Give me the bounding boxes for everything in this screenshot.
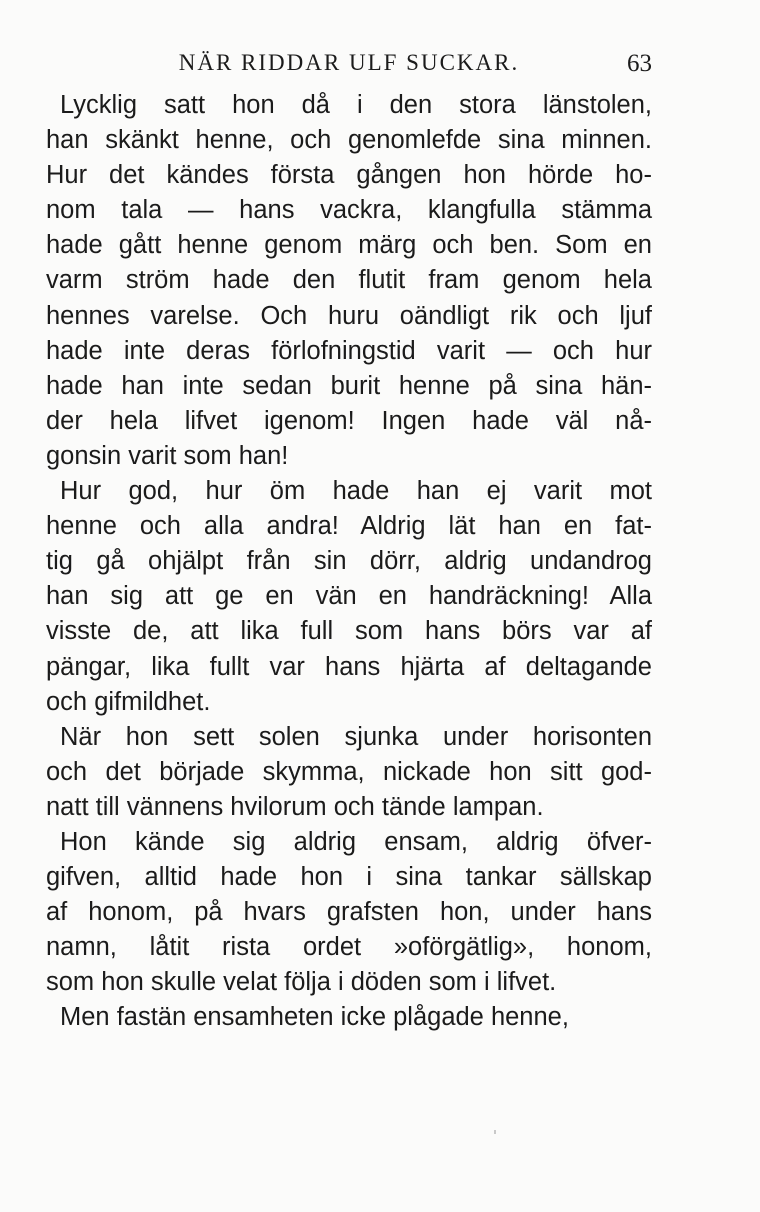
text-line: Hur god, hur öm hade han ej varit mot bbox=[60, 477, 652, 506]
text-line: tig gå ohjälpt från sin dörr, aldrig undandrog bbox=[46, 547, 652, 576]
body-text bbox=[46, 88, 652, 1036]
text-line: hennes varelse. Och huru oändligt rik och ljuf bbox=[46, 301, 652, 330]
text-line: Lycklig satt hon då i den stora länstolen, bbox=[60, 91, 652, 119]
text-line: af honom, på hvars grafsten hon, under hans bbox=[46, 898, 652, 927]
paper-speck bbox=[494, 1130, 496, 1134]
text-line: pängar, lika fullt var hans hjärta af deltagande bbox=[46, 652, 652, 681]
text-line: der hela lifvet igenom! Ingen hade väl nå- bbox=[46, 406, 652, 435]
text-line: hade han inte sedan burit henne på sina hän- bbox=[46, 371, 652, 400]
text-line: och gifmildhet. bbox=[46, 687, 211, 716]
text-line: gonsin varit som han! bbox=[46, 441, 289, 470]
page-number: 63 bbox=[627, 50, 652, 77]
text-line: Men fastän ensamheten icke plågade henne, bbox=[60, 1003, 569, 1032]
text-line: gifven, alltid hade hon i sina tankar sällskap bbox=[46, 863, 652, 892]
text-line: hade inte deras förlofningstid varit — och hur bbox=[46, 336, 652, 365]
text-line: han skänkt henne, och genomlefde sina minnen. bbox=[46, 126, 652, 155]
text-line: nom tala — hans vackra, klangfulla stämma bbox=[46, 196, 652, 225]
text-line: Hon kände sig aldrig ensam, aldrig öfver- bbox=[60, 827, 652, 856]
text-line: och det började skymma, nickade hon sitt god- bbox=[46, 757, 652, 786]
text-line: Hur det kändes första gången hon hörde ho- bbox=[46, 161, 652, 190]
text-line: När hon sett solen sjunka under horisonten bbox=[60, 722, 652, 751]
text-line: henne och alla andra! Aldrig lät han en fat- bbox=[46, 512, 652, 541]
text-line: visste de, att lika full som hans börs var af bbox=[46, 617, 652, 646]
text-line: natt till vännens hvilorum och tände lampan. bbox=[46, 792, 544, 821]
text-line: hade gått henne genom märg och ben. Som en bbox=[46, 231, 652, 260]
running-head bbox=[46, 50, 652, 86]
text-line: namn, låtit rista ordet »oförgätlig», honom, bbox=[46, 933, 652, 962]
text-line: varm ström hade den flutit fram genom hela bbox=[46, 266, 652, 295]
text-line: som hon skulle velat följa i döden som i lifvet. bbox=[46, 968, 557, 997]
running-title: NÄR RIDDAR ULF SUCKAR. bbox=[178, 50, 520, 75]
text-line: han sig att ge en vän en handräckning! Alla bbox=[46, 582, 652, 611]
